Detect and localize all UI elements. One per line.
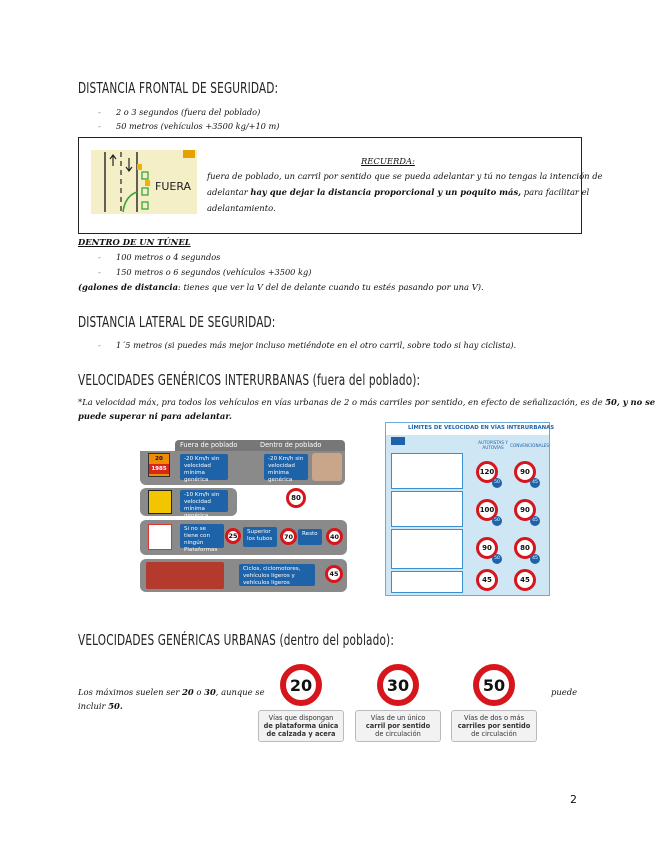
min-50-3: 50 — [492, 554, 502, 564]
min-45-1: 45 — [530, 478, 540, 488]
min-45-3: 45 — [530, 554, 540, 564]
section-title-interurbanas: VELOCIDADES GENÉRICOS INTERURBANAS (fuera del poblado): — [78, 371, 421, 389]
bullet-frontal-1: - 2 o 3 segundos (fuera del poblado) — [98, 107, 261, 117]
row1-pill-2: -20 Km/h sin velocidad mínima genérica — [264, 454, 308, 480]
speed-sign-45: 45 — [325, 565, 343, 583]
dgt-logo-icon — [391, 437, 405, 445]
svg-text:FUERA: FUERA — [155, 180, 192, 193]
vehicles-photo — [146, 562, 224, 589]
urbanas-text-puede: puede — [551, 687, 578, 697]
row4-pill: Ciclos, ciclomotores, vehículos ligeros y vehículos ligeros — [239, 564, 315, 586]
page-number: 2 — [570, 793, 577, 806]
speed-infographic-left — [140, 440, 347, 594]
vehicle-row-3 — [391, 529, 463, 569]
min-50-1: 50 — [492, 478, 502, 488]
bullet-tunel-2: - 150 metros o 6 segundos (vehículos +3500 kg) — [98, 267, 312, 277]
urban-sign-50: 50 — [473, 664, 515, 706]
speed-sign-40: 40 — [326, 528, 343, 545]
min-45-2: 45 — [530, 516, 540, 526]
row1-pill-1: -20 Km/h sin velocidad mínima genérica — [180, 454, 228, 480]
speed-sign-25: 25 — [225, 528, 241, 544]
sign-45-b: 45 — [514, 569, 536, 591]
crossing-sign-icon — [148, 524, 172, 550]
sign-90-b: 90 — [514, 499, 536, 521]
urban-caption-20: Vías que dispongan de plataforma única de calzada y acera — [258, 710, 344, 742]
sign-80: 80 — [514, 537, 536, 559]
sign-45-a: 45 — [476, 569, 498, 591]
bullet-lateral-1: - 1´5 metros (si puedes más mejor incluso metiéndote en el otro carril, sobre todo si hay ciclista). — [98, 340, 517, 350]
urbanas-text-2: incluir 50. — [78, 701, 123, 711]
road-sketch-icon — [91, 150, 197, 214]
section-title-tunel: DENTRO DE UN TÚNEL — [78, 237, 191, 247]
min-50-2: 50 — [492, 516, 502, 526]
vehicle-row-4 — [391, 571, 463, 593]
right-infographic-title: LÍMITES DE VELOCIDAD EN VÍAS INTERURBANAS — [408, 425, 555, 431]
bullet-frontal-2: - 50 metros (vehículos +3500 kg/+10 m) — [98, 121, 280, 131]
speed-sign-70: 70 — [280, 528, 297, 545]
license-plate: 20 1985 — [148, 453, 170, 477]
interurbanas-text-1: *La velocidad máx, pra todos los vehículos en vías urbanas de 2 o más carriles por sentido, en efecto de señalización, es de 50, y no se — [78, 397, 655, 407]
sign-90-a: 90 — [514, 461, 536, 483]
recuerda-line-1: fuera de poblado, un carril por sentido que se pueda adelantar y tú no tengas la intención de — [207, 171, 603, 181]
right-col1: AUTOPISTAS Y AUTOVÍAS — [478, 440, 508, 450]
urban-sign-30: 30 — [377, 664, 419, 706]
row3-pill-3: Resto — [298, 529, 322, 545]
children-sign-icon — [148, 490, 172, 514]
section-title-lateral: DISTANCIA LATERAL DE SEGURIDAD: — [78, 313, 276, 331]
urban-sign-20: 20 — [280, 664, 322, 706]
vehicle-row-1 — [391, 453, 463, 489]
tunel-note: (galones de distancia: tienes que ver la V del de delante cuando tu estés pasando por una V). — [78, 282, 484, 292]
sketch-car-icon — [183, 150, 195, 158]
person-photo — [312, 453, 342, 481]
urbanas-text-1: Los máximos suelen ser 20 o 30, aunque se — [78, 687, 265, 697]
speed-sign-80: 80 — [286, 488, 306, 508]
recuerda-title: RECUERDA: — [361, 156, 415, 166]
interurbanas-text-2: puede superar ni para adelantar. — [78, 411, 232, 421]
infographic-col2: Dentro de poblado — [260, 441, 322, 449]
sign-100: 100 — [476, 499, 498, 521]
road-sketch-image — [91, 150, 197, 214]
recuerda-line-2: adelantar hay que dejar la distancia proporcional y un poquito más, para facilitar el — [207, 187, 590, 197]
sign-120: 120 — [476, 461, 498, 483]
row2-pill: -10 Km/h sin velocidad mínima genérica — [180, 490, 228, 512]
urban-caption-50: Vías de dos o más carriles por sentido de circulación — [451, 710, 537, 742]
recuerda-line-3: adelantamiento. — [207, 203, 276, 213]
right-col2: CONVENCIONALES — [510, 443, 550, 448]
section-title-urbanas: VELOCIDADES GENÉRICAS URBANAS (dentro del poblado): — [78, 631, 395, 649]
section-title-frontal: DISTANCIA FRONTAL DE SEGURIDAD: — [78, 79, 279, 97]
bullet-tunel-1: - 100 metros o 4 segundos — [98, 252, 221, 262]
row3-pill-1: Si no se tiene con ningún Plataformas — [180, 524, 224, 548]
urban-caption-30: Vías de un único carril por sentido de circulación — [355, 710, 441, 742]
speed-infographic-right — [385, 422, 555, 596]
sign-90-c: 90 — [476, 537, 498, 559]
row3-pill-2: Superior los tubos — [243, 527, 277, 547]
infographic-col1: Fuera de poblado — [180, 441, 238, 449]
vehicle-row-2 — [391, 491, 463, 527]
